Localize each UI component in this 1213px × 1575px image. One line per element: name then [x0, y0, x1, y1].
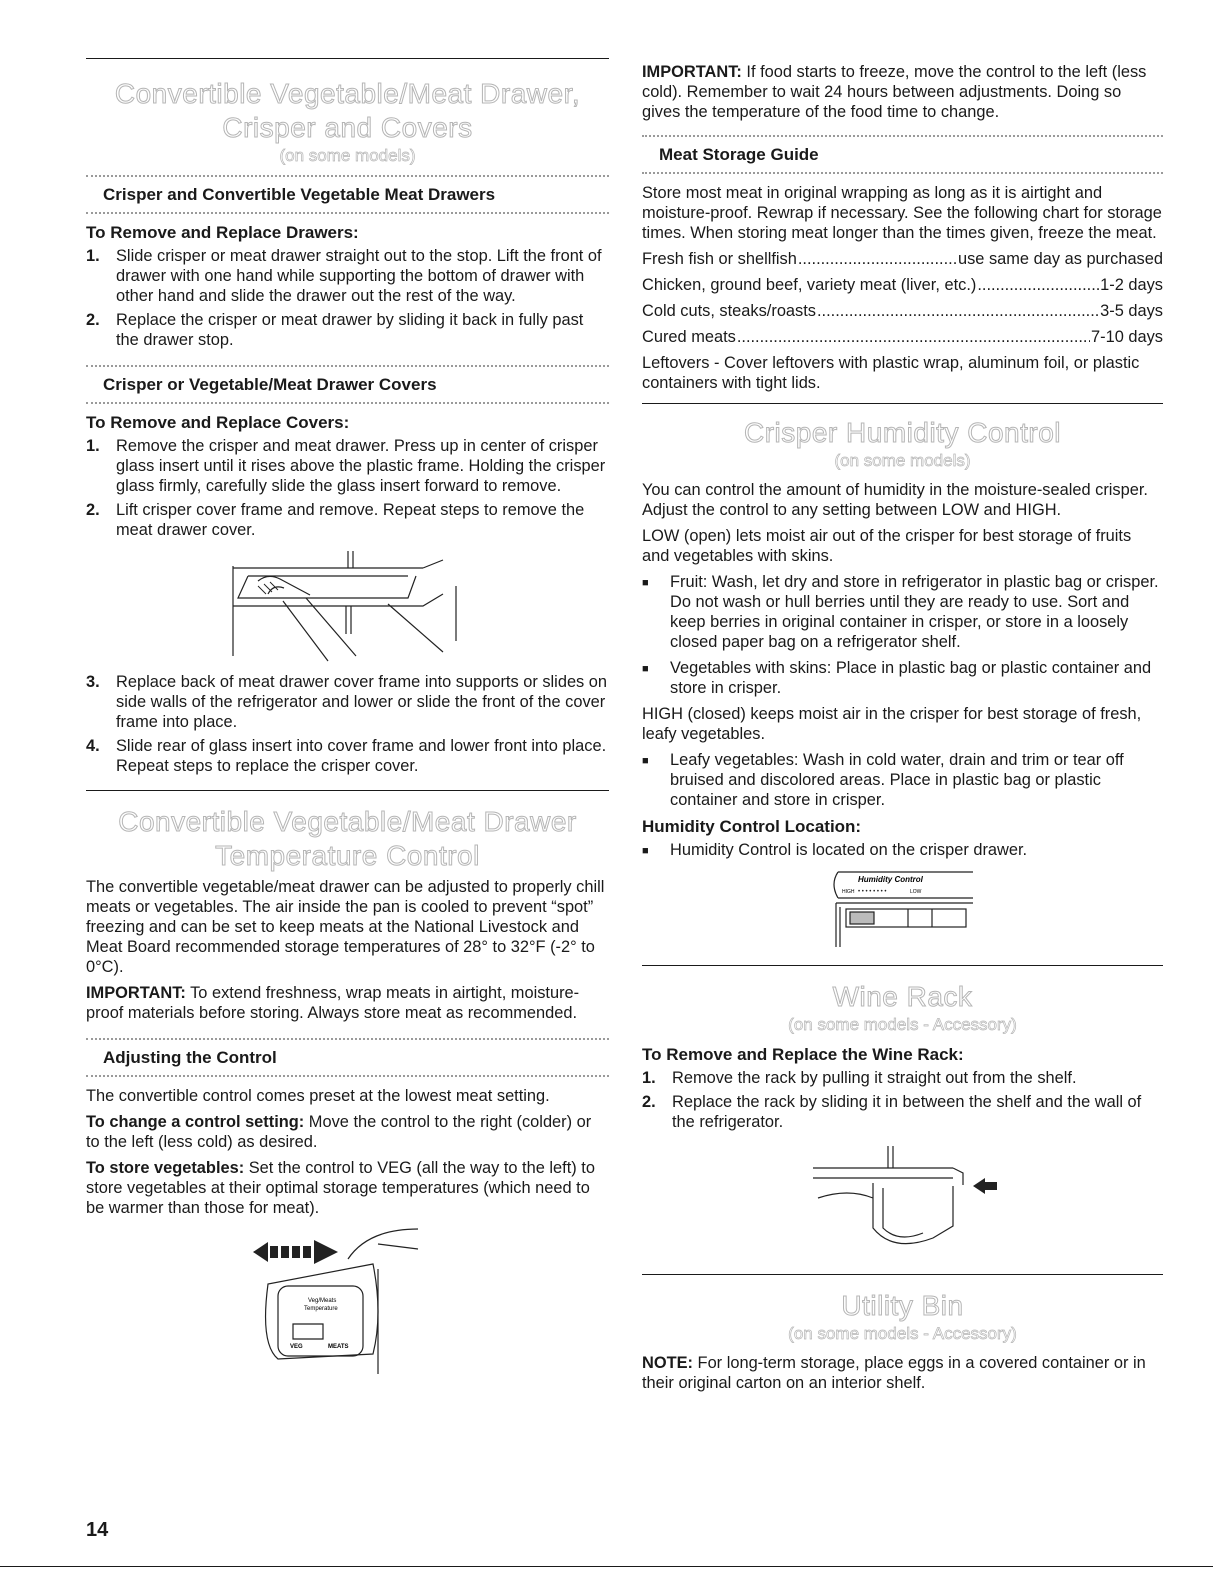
instruction — [86, 1158, 609, 1218]
step-text: Remove the rack by pulling it straight out from the shelf. — [672, 1069, 1077, 1087]
step-item — [86, 310, 609, 350]
figure-label: VEG — [289, 1344, 303, 1350]
section-title: Crisper Humidity Control — [744, 417, 1061, 448]
step-number: 2. — [642, 1093, 656, 1111]
square-bullet-icon: ■ — [642, 577, 649, 589]
left-column — [86, 58, 609, 1380]
step-number: 1. — [642, 1069, 656, 1087]
dotted-divider — [86, 1038, 609, 1040]
instruction-text: Move the control to the right (colder) or to the left (less cold) as desired. — [86, 1113, 592, 1151]
instruction-label: To store vegetables: — [86, 1159, 245, 1177]
paragraph: The convertible vegetable/meat drawer can be adjusted to properly chill meats or vegetables. The air inside the pan is cooled to prevent “spot” freezing and can be set to keep meats at the National Livestock and Meat Board recommended storage temperatures of 28° to 32°F (-2° to 0°C). — [86, 878, 605, 976]
section-subtitle: (on some models - Accessory) — [788, 1015, 1017, 1034]
subsection-title: Crisper or Vegetable/Meat Drawer Covers — [103, 375, 437, 394]
dotted-divider — [642, 172, 1163, 174]
subsection-title: Meat Storage Guide — [659, 145, 819, 164]
figure-label: LOW — [909, 889, 921, 895]
storage-item: Cured meats — [642, 328, 736, 346]
subsection-title: Crisper and Convertible Vegetable Meat Drawers — [103, 185, 496, 204]
step-item — [86, 500, 609, 540]
section-subtitle: (on some models) — [279, 146, 416, 165]
step-text: Slide crisper or meat drawer straight out to the stop. Lift the front of drawer with one hand while supporting the bottom of drawer with other hand and slide the drawer out the rest of the way. — [116, 247, 602, 305]
square-bullet-icon: ■ — [642, 845, 649, 857]
page-number: 14 — [86, 1519, 109, 1541]
important-note — [86, 983, 609, 1023]
crisper-cover-illustration — [228, 546, 468, 666]
paragraph: You can control the amount of humidity in the moisture-sealed crisper. Adjust the control to any setting between LOW and HIGH. — [642, 481, 1148, 519]
dot-leader — [817, 301, 1099, 321]
step-heading: To Remove and Replace Covers: — [86, 413, 350, 432]
step-number: 2. — [86, 311, 100, 329]
dotted-divider — [86, 365, 609, 367]
note-label: NOTE: — [642, 1354, 693, 1372]
figure-label: Humidity Control — [857, 875, 923, 884]
right-column — [642, 62, 1163, 1399]
bullet-item — [642, 572, 1163, 652]
instruction-text: Set the control to VEG (all the way to the left) to store vegetables at their optimal storage temperatures (which need to be warmer than those for meat). — [86, 1159, 595, 1217]
figure-label: MEATS — [327, 1344, 349, 1350]
step-text: Replace the crisper or meat drawer by sliding it back in fully past the drawer stop. — [116, 311, 584, 349]
storage-time: use same day as purchased — [957, 250, 1163, 268]
note-text: If food starts to freeze, move the control to the left (less cold). Remember to wait 24 hours between adjustments. Doing so gives the temperature of the food time to change. — [642, 63, 1147, 121]
section-title: Convertible Vegetable/Meat Drawer — [118, 806, 577, 837]
step-item — [642, 1092, 1163, 1132]
dotted-divider — [86, 402, 609, 404]
step-item — [86, 672, 609, 732]
bullet-item — [642, 658, 1163, 698]
temperature-control-illustration — [248, 1224, 448, 1374]
step-item — [86, 246, 609, 306]
square-bullet-icon: ■ — [642, 755, 649, 767]
storage-item: Cold cuts, steaks/roasts — [642, 302, 816, 320]
arrow-left-icon — [973, 1178, 985, 1194]
dot-leader — [737, 327, 1090, 347]
step-number: 3. — [86, 673, 100, 691]
humidity-control-illustration — [828, 867, 978, 951]
dotted-divider — [86, 1075, 609, 1077]
paragraph: Store most meat in original wrapping as long as it is airtight and moisture-proof. Rewrap if necessary. See the following chart for storage times. When storing meat longer than the times given, freeze the meat. — [642, 184, 1162, 242]
dot-leader — [977, 275, 1099, 295]
note — [642, 1353, 1163, 1393]
step-number: 2. — [86, 501, 100, 519]
storage-item: Fresh fish or shellfish — [642, 250, 797, 268]
page-bottom-rule — [0, 1566, 1213, 1567]
storage-time: 1-2 days — [1100, 276, 1163, 294]
step-number: 1. — [86, 247, 100, 265]
step-heading: To Remove and Replace Drawers: — [86, 223, 359, 242]
note-label: IMPORTANT: — [642, 63, 742, 81]
storage-row — [642, 327, 1163, 347]
storage-item: Chicken, ground beef, variety meat (liver, etc.) — [642, 276, 977, 294]
note-text: To extend freshness, wrap meats in airtight, moisture-proof materials before storing. Always store meat as recommended. — [86, 984, 580, 1022]
figure-dots: • • • • • • • • — [857, 889, 886, 895]
bullet-text: Fruit: Wash, let dry and store in refrigerator in plastic bag or crisper. Do not wash or hull berries until they are ready to use. Sort and keep berries in original container in crisper, or store in a loosely closed paper bag on a refrigerator shelf. — [670, 573, 1159, 651]
step-heading: Humidity Control Location: — [642, 817, 862, 836]
paragraph: HIGH (closed) keeps moist air in the crisper for best storage of fresh, leafy vegetables. — [642, 705, 1142, 743]
wine-rack-illustration — [803, 1138, 1003, 1258]
arrow-left-icon — [253, 1240, 338, 1264]
figure-label: Temperature — [303, 1306, 338, 1312]
storage-row — [642, 249, 1163, 269]
step-heading: To Remove and Replace the Wine Rack: — [642, 1045, 964, 1064]
bullet-text: Humidity Control is located on the crisper drawer. — [670, 841, 1028, 859]
instruction-label: To change a control setting: — [86, 1113, 305, 1131]
step-item — [86, 436, 609, 496]
figure-label: HIGH — [841, 889, 854, 895]
square-bullet-icon: ■ — [642, 663, 649, 675]
storage-row — [642, 301, 1163, 321]
step-text: Replace the rack by sliding it in between the shelf and the wall of the refrigerator. — [672, 1093, 1142, 1131]
section-title: Temperature Control — [215, 840, 480, 871]
section-subtitle: (on some models) — [834, 451, 971, 470]
dotted-divider — [86, 212, 609, 214]
figure-label: Veg/Meats — [307, 1298, 336, 1304]
section-title: Wine Rack — [832, 981, 973, 1012]
note-text: For long-term storage, place eggs in a covered container or in their original carton on an interior shelf. — [642, 1354, 1146, 1392]
paragraph: Leftovers - Cover leftovers with plastic wrap, aluminum foil, or plastic containers with tight lids. — [642, 354, 1140, 392]
paragraph: LOW (open) lets moist air out of the crisper for best storage of fruits and vegetables with skins. — [642, 527, 1132, 565]
section-title: Crisper and Covers — [222, 112, 473, 143]
dotted-divider — [642, 135, 1163, 137]
bullet-item — [642, 750, 1163, 810]
section-title: Utility Bin — [841, 1290, 964, 1321]
section-subtitle: (on some models - Accessory) — [788, 1324, 1017, 1343]
step-number: 1. — [86, 437, 100, 455]
step-item — [642, 1068, 1163, 1088]
bullet-text: Leafy vegetables: Wash in cold water, drain and trim or tear off bruised and discolored areas. Place in plastic bag or plastic container and store in crisper. — [670, 751, 1124, 809]
dot-leader — [798, 249, 957, 269]
important-note — [642, 62, 1163, 122]
bullet-item — [642, 840, 1163, 861]
instruction — [86, 1112, 609, 1152]
dotted-divider — [86, 175, 609, 177]
bullet-text: Vegetables with skins: Place in plastic bag or plastic container and store in crisper. — [670, 659, 1152, 697]
storage-row — [642, 275, 1163, 295]
paragraph: The convertible control comes preset at the lowest meat setting. — [86, 1087, 550, 1105]
section-title: Convertible Vegetable/Meat Drawer, — [114, 78, 581, 109]
step-item — [86, 736, 609, 776]
note-label: IMPORTANT: — [86, 984, 186, 1002]
subsection-title: Adjusting the Control — [103, 1048, 277, 1067]
step-text: Remove the crisper and meat drawer. Press up in center of crisper glass insert until it rises above the plastic frame. Holding the crisper glass firmly, carefully slide the glass insert forward to remove. — [116, 437, 606, 495]
storage-time: 7-10 days — [1091, 328, 1163, 346]
step-number: 4. — [86, 737, 100, 755]
step-text: Replace back of meat drawer cover frame into supports or slides on side walls of the refrigerator and lower or slide the front of the cover frame into place. — [116, 673, 608, 731]
step-text: Slide rear of glass insert into cover frame and lower front into place. Repeat steps to replace the crisper cover. — [116, 737, 607, 775]
step-text: Lift crisper cover frame and remove. Repeat steps to remove the meat drawer cover. — [116, 501, 585, 539]
storage-time: 3-5 days — [1100, 302, 1163, 320]
